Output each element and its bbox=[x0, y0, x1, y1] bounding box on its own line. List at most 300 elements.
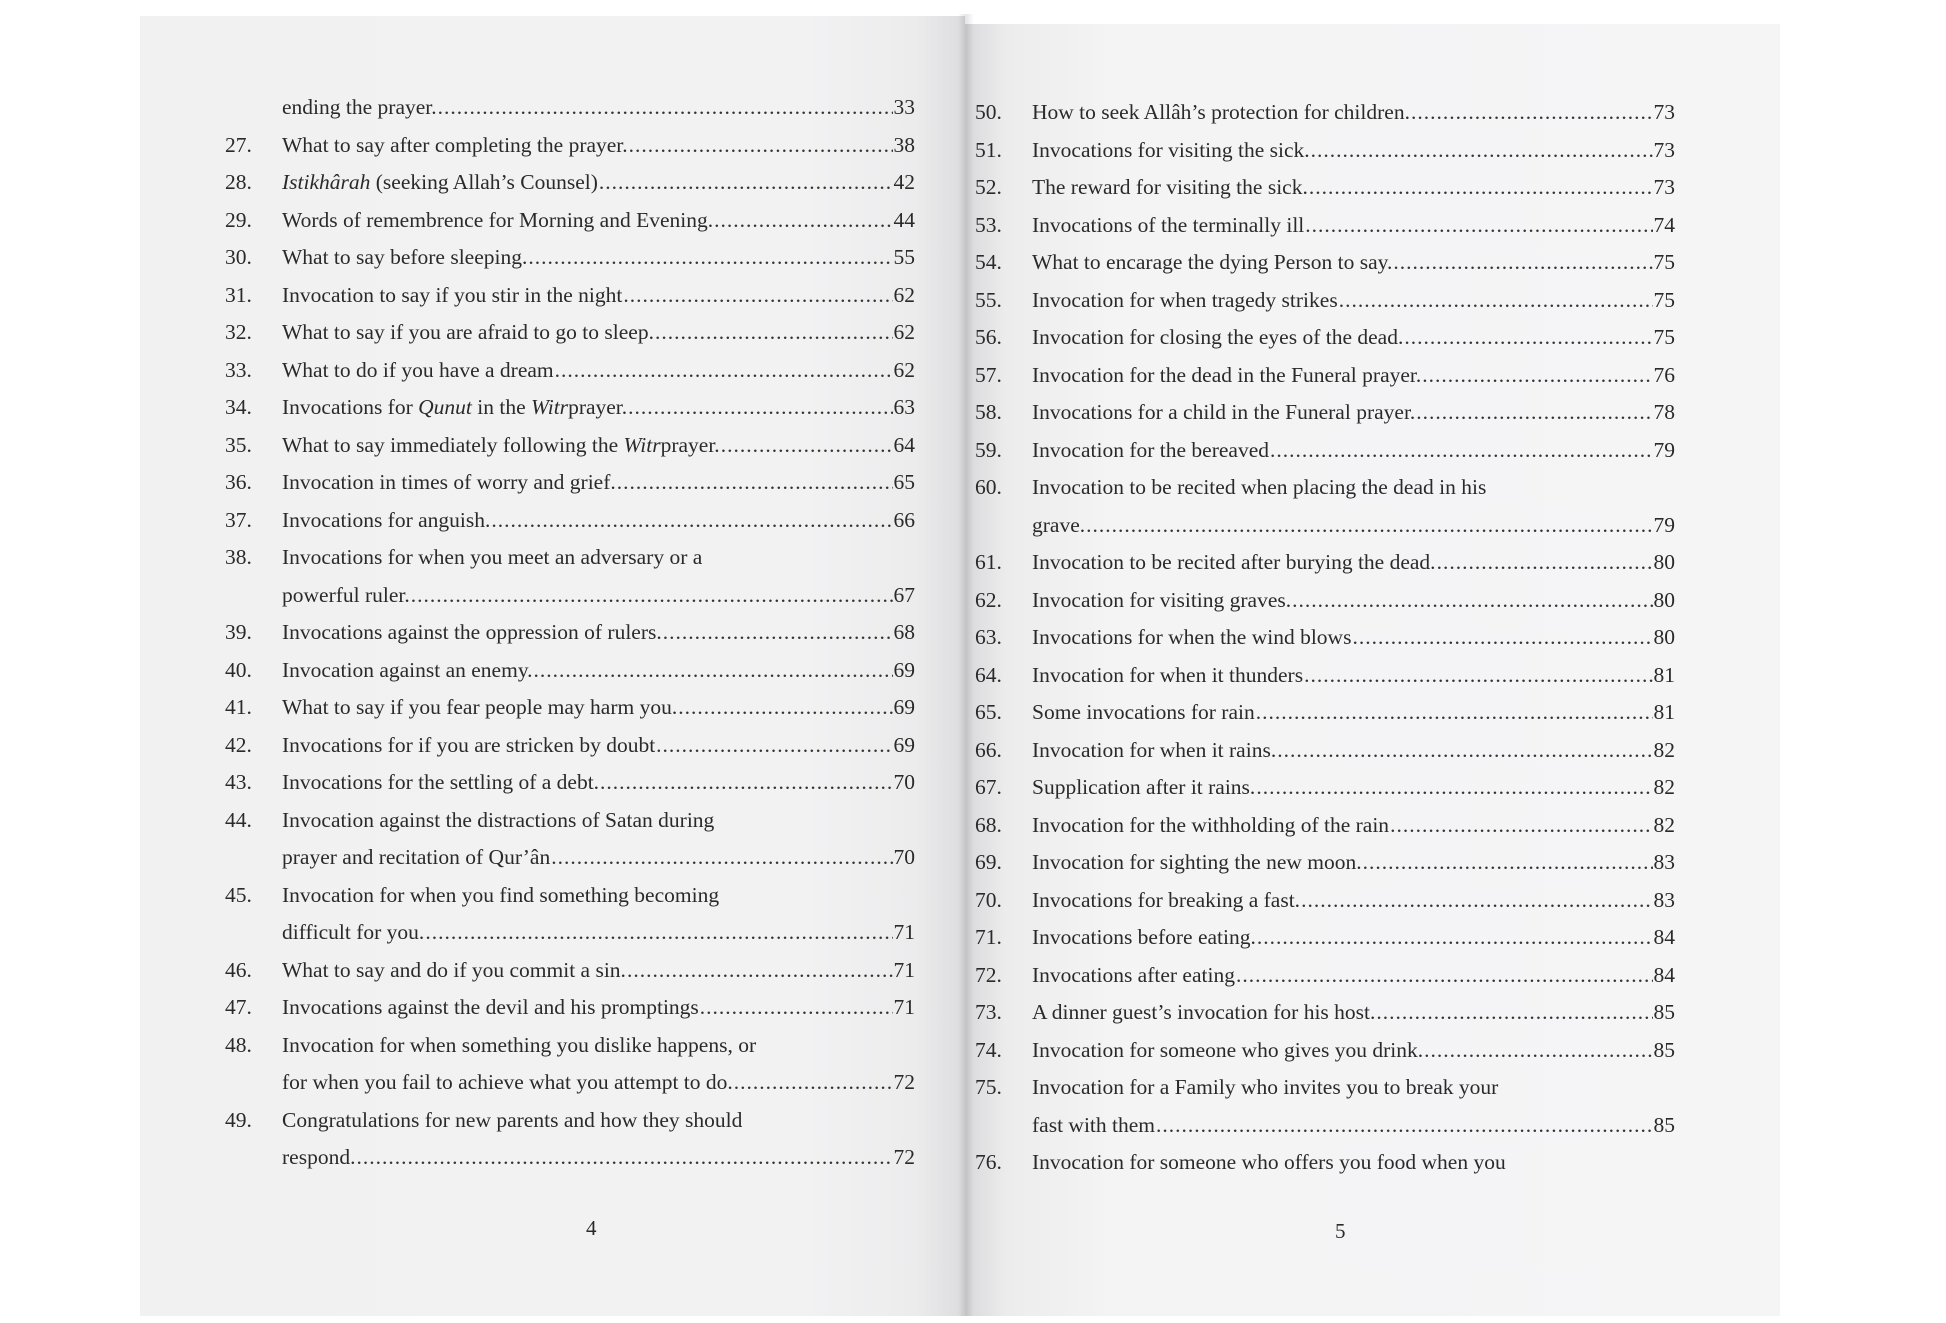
entry-page-number: 73 bbox=[1653, 137, 1675, 162]
entry-page-number: 71 bbox=[893, 920, 915, 944]
entry-body bbox=[1032, 619, 1675, 657]
entry-title-text: Some invocations for rain bbox=[1032, 700, 1255, 724]
entry-body bbox=[282, 802, 915, 877]
entry-title bbox=[282, 464, 616, 502]
entry-title-text: Invocation for when you find something becoming bbox=[282, 882, 720, 907]
entry-title-text: Invocations for the settling of a debt. bbox=[282, 770, 600, 794]
toc-entry bbox=[975, 919, 1675, 957]
entry-number: 40. bbox=[225, 657, 252, 682]
entry-title bbox=[282, 1139, 355, 1177]
entry-body bbox=[282, 689, 915, 727]
toc-entry bbox=[225, 952, 915, 990]
dot-leader bbox=[629, 127, 893, 165]
entry-title-line bbox=[1032, 357, 1675, 395]
entry-title bbox=[1032, 957, 1235, 995]
entry-body bbox=[1032, 169, 1675, 207]
toc-entry bbox=[225, 352, 915, 390]
entry-body bbox=[282, 389, 915, 427]
entry-number: 75. bbox=[975, 1075, 1002, 1099]
entry-page-number: 79 bbox=[1653, 437, 1675, 462]
entry-title-line-1 bbox=[282, 802, 915, 840]
left-page-number: 4 bbox=[586, 1216, 597, 1240]
entry-page-number: 80 bbox=[1653, 625, 1675, 649]
dot-leader bbox=[411, 577, 893, 615]
entry-title-line bbox=[1032, 807, 1675, 845]
entry-number: 73. bbox=[975, 1000, 1002, 1024]
entry-title-text: Words of remembrence for Morning and Evening. bbox=[282, 207, 714, 232]
toc-entry bbox=[975, 207, 1675, 245]
entry-title bbox=[282, 689, 677, 727]
dot-leader bbox=[721, 427, 893, 465]
entry-title bbox=[282, 914, 424, 952]
dot-leader bbox=[1352, 619, 1652, 657]
entry-page-number: 38 bbox=[893, 132, 915, 157]
entry-title-text: for when you fail to achieve what you attempt to do. bbox=[282, 1070, 733, 1094]
entry-body bbox=[1032, 94, 1675, 132]
dot-leader bbox=[628, 389, 892, 427]
entry-number: 62. bbox=[975, 587, 1002, 612]
entry-number: 67. bbox=[975, 775, 1002, 799]
entry-title-line bbox=[282, 89, 915, 127]
dot-leader bbox=[663, 614, 893, 652]
entry-title-text: What to do if you have a dream bbox=[282, 357, 554, 382]
entry-body bbox=[1032, 469, 1675, 544]
toc-entry bbox=[225, 1027, 915, 1102]
entry-title bbox=[1032, 282, 1338, 320]
entry-page-number: 83 bbox=[1653, 850, 1675, 874]
entry-number: 50. bbox=[975, 100, 1002, 124]
entry-body bbox=[1032, 919, 1675, 957]
entry-body bbox=[282, 502, 915, 540]
toc-entry bbox=[975, 319, 1675, 357]
entry-page-number: 70 bbox=[893, 770, 915, 794]
entry-body bbox=[282, 239, 915, 277]
entry-body bbox=[282, 427, 915, 465]
entry-number: 54. bbox=[975, 250, 1002, 274]
entry-title bbox=[1032, 657, 1303, 695]
entry-title bbox=[1032, 769, 1255, 807]
entry-page-number: 70 bbox=[893, 845, 915, 869]
entry-number: 42. bbox=[225, 732, 252, 757]
entry-number: 70. bbox=[975, 887, 1002, 912]
entry-number: 52. bbox=[975, 175, 1002, 199]
entry-title-line bbox=[282, 352, 915, 390]
entry-number bbox=[225, 89, 282, 127]
entry-number: 31. bbox=[225, 282, 252, 307]
entry-title bbox=[282, 952, 626, 990]
entry-title bbox=[1032, 732, 1276, 770]
entry-page-number: 72 bbox=[893, 1070, 915, 1094]
entry-body bbox=[1032, 244, 1675, 282]
entry-title-line bbox=[282, 239, 915, 277]
entry-body bbox=[282, 202, 915, 240]
entry-body bbox=[282, 652, 915, 690]
entry-title-line bbox=[1032, 169, 1675, 207]
dot-leader bbox=[700, 989, 893, 1027]
dot-leader bbox=[1424, 1032, 1652, 1070]
entry-title bbox=[282, 89, 437, 127]
entry-title-text: A dinner guest’s invocation for his host. bbox=[1032, 1000, 1376, 1024]
entry-title-text: Invocation for the withholding of the rain bbox=[1032, 812, 1390, 837]
toc-entry bbox=[225, 1102, 915, 1177]
entry-title bbox=[1032, 319, 1403, 357]
entry-body bbox=[282, 277, 915, 315]
entry-title bbox=[1032, 544, 1436, 582]
entry-number: 48. bbox=[225, 1032, 252, 1057]
dot-leader bbox=[1404, 319, 1652, 357]
entry-number: 43. bbox=[225, 770, 252, 794]
entry-title-line-1 bbox=[1032, 469, 1675, 507]
entry-number: 71. bbox=[975, 925, 1002, 949]
entry-title bbox=[282, 127, 628, 165]
entry-page-number: 33 bbox=[893, 95, 915, 119]
entry-number: 44. bbox=[225, 807, 252, 832]
entry-body bbox=[282, 877, 915, 952]
entry-body bbox=[1032, 394, 1675, 432]
toc-entry bbox=[225, 877, 915, 952]
entry-title-text: Invocation for when it rains. bbox=[1032, 737, 1277, 762]
toc-entry bbox=[225, 614, 915, 652]
entry-number: 29. bbox=[225, 207, 252, 232]
entry-title-line bbox=[282, 989, 915, 1027]
entry-title bbox=[282, 614, 662, 652]
entry-title-line bbox=[1032, 394, 1675, 432]
entry-body bbox=[1032, 769, 1675, 807]
entry-title-text: Invocations after eating bbox=[1032, 962, 1235, 987]
dot-leader bbox=[528, 239, 892, 277]
entry-page-number: 42 bbox=[893, 170, 915, 194]
entry-number: 76. bbox=[975, 1150, 1002, 1174]
dot-leader bbox=[599, 164, 893, 202]
toc-entry bbox=[225, 989, 915, 1027]
entry-number: 66. bbox=[975, 737, 1002, 762]
entry-title bbox=[282, 314, 654, 352]
entry-title-line bbox=[1032, 1107, 1675, 1145]
toc-entry bbox=[975, 469, 1675, 544]
entry-title-line bbox=[1032, 582, 1675, 620]
entry-title-text: Invocations against the devil and his promptings bbox=[282, 995, 699, 1019]
entry-number: 57. bbox=[975, 362, 1002, 387]
entry-page-number: 71 bbox=[893, 957, 915, 982]
entry-title-text: Invocation for when something you dislike happens, or bbox=[282, 1032, 757, 1057]
entry-page-number: 79 bbox=[1653, 512, 1675, 537]
entry-title-text: in the bbox=[471, 395, 532, 419]
entry-body bbox=[1032, 1032, 1675, 1070]
toc-entry bbox=[225, 277, 915, 315]
entry-number: 58. bbox=[975, 400, 1002, 424]
entry-body bbox=[282, 1027, 915, 1102]
toc-entry bbox=[975, 694, 1675, 732]
entry-page-number: 85 bbox=[1653, 1037, 1675, 1062]
entry-title-line bbox=[1032, 882, 1675, 920]
entry-title bbox=[282, 652, 533, 690]
toc-entry bbox=[225, 314, 915, 352]
entry-number: 49. bbox=[225, 1107, 252, 1132]
entry-title-line bbox=[282, 464, 915, 502]
dot-leader bbox=[1311, 132, 1653, 170]
entry-body bbox=[1032, 207, 1675, 245]
entry-page-number: 75 bbox=[1653, 250, 1675, 274]
entry-title-line-1 bbox=[282, 877, 915, 915]
entry-body bbox=[1032, 994, 1675, 1032]
entry-title-text: What to say immediately following the bbox=[282, 432, 624, 457]
entry-title bbox=[1032, 582, 1291, 620]
dot-leader bbox=[623, 277, 892, 315]
entry-page-number: 66 bbox=[893, 507, 915, 532]
entry-number: 34. bbox=[225, 395, 252, 419]
entry-body bbox=[1032, 732, 1675, 770]
entry-page-number: 63 bbox=[893, 395, 915, 419]
dot-leader bbox=[1277, 732, 1652, 770]
entry-number: 38. bbox=[225, 545, 252, 569]
entry-body bbox=[282, 764, 915, 802]
dot-leader bbox=[714, 202, 892, 240]
dot-leader bbox=[1393, 244, 1652, 282]
toc-entry bbox=[975, 994, 1675, 1032]
dot-leader bbox=[1376, 994, 1652, 1032]
dot-leader bbox=[555, 352, 893, 390]
entry-number: 69. bbox=[975, 850, 1002, 874]
dot-leader bbox=[551, 839, 892, 877]
dot-leader bbox=[1257, 919, 1653, 957]
entry-body bbox=[1032, 694, 1675, 732]
entry-title bbox=[282, 989, 699, 1027]
toc-entry bbox=[225, 802, 915, 877]
entry-title-line bbox=[282, 502, 915, 540]
entry-page-number: 55 bbox=[893, 245, 915, 269]
entry-body bbox=[282, 989, 915, 1027]
dot-leader bbox=[1416, 394, 1652, 432]
entry-number: 59. bbox=[975, 437, 1002, 462]
entry-title-text: Invocation for sighting the new moon. bbox=[1032, 850, 1362, 874]
entry-page-number: 69 bbox=[893, 695, 915, 719]
entry-title bbox=[1032, 394, 1415, 432]
entry-number: 72. bbox=[975, 962, 1002, 987]
entry-page-number: 71 bbox=[893, 995, 915, 1019]
dot-leader bbox=[1236, 957, 1653, 995]
dot-leader bbox=[1270, 432, 1653, 470]
entry-title-text: What to say if you are afraid to go to sleep. bbox=[282, 320, 654, 344]
entry-title-text: Invocation for when it thunders bbox=[1032, 662, 1304, 687]
entry-title-line bbox=[282, 277, 915, 315]
entry-title-line bbox=[282, 127, 915, 165]
entry-title-line bbox=[282, 764, 915, 802]
toc-entry bbox=[225, 652, 915, 690]
toc-entry bbox=[225, 689, 915, 727]
entry-title-text: Invocation to be recited when placing the dead in his bbox=[1032, 475, 1487, 499]
toc-entry bbox=[225, 89, 915, 127]
entry-page-number: 62 bbox=[893, 357, 915, 382]
toc-entry bbox=[975, 169, 1675, 207]
entry-page-number: 64 bbox=[893, 432, 915, 457]
entry-page-number: 44 bbox=[893, 207, 915, 232]
entry-page-number: 82 bbox=[1653, 812, 1675, 837]
dot-leader bbox=[1086, 507, 1652, 545]
entry-number: 46. bbox=[225, 957, 252, 982]
entry-title-line-1 bbox=[1032, 1069, 1675, 1107]
entry-title-italic: Istikhârah bbox=[282, 170, 371, 194]
entry-page-number: 82 bbox=[1653, 775, 1675, 799]
entry-title bbox=[282, 389, 627, 427]
entry-title bbox=[1032, 207, 1304, 245]
dot-leader bbox=[438, 89, 893, 127]
entry-number: 74. bbox=[975, 1037, 1002, 1062]
entry-title-line bbox=[282, 914, 915, 952]
entry-title-line bbox=[1032, 919, 1675, 957]
entry-title-italic: Qunut bbox=[418, 395, 472, 419]
entry-number: 55. bbox=[975, 287, 1002, 312]
dot-leader bbox=[1309, 169, 1653, 207]
entry-title-text: What to say and do if you commit a sin. bbox=[282, 957, 626, 982]
entry-page-number: 65 bbox=[893, 470, 915, 494]
entry-title-line bbox=[1032, 619, 1675, 657]
entry-title-line bbox=[282, 1139, 915, 1177]
entry-number: 27. bbox=[225, 132, 252, 157]
entry-page-number: 76 bbox=[1653, 362, 1675, 387]
entry-title-text: Invocation to be recited after burying the dead. bbox=[1032, 550, 1436, 574]
toc-entry bbox=[975, 94, 1675, 132]
entry-page-number: 81 bbox=[1653, 662, 1675, 687]
entry-title-text: Supplication after it rains. bbox=[1032, 775, 1256, 799]
entry-title-text: Invocation for someone who gives you drink. bbox=[1032, 1037, 1424, 1062]
entry-title bbox=[282, 352, 554, 390]
entry-title bbox=[1032, 432, 1269, 470]
entry-title-text: Invocations for breaking a fast. bbox=[1032, 887, 1301, 912]
entry-number: 32. bbox=[225, 320, 252, 344]
entry-title-line bbox=[1032, 244, 1675, 282]
entry-title-text: Invocation against an enemy. bbox=[282, 657, 533, 682]
entry-body bbox=[1032, 132, 1675, 170]
toc-entry bbox=[225, 127, 915, 165]
toc-entry bbox=[975, 844, 1675, 882]
dot-leader bbox=[627, 952, 893, 990]
entry-title bbox=[282, 839, 550, 877]
entry-title-text: Congratulations for new parents and how they should bbox=[282, 1107, 743, 1132]
entry-number: 68. bbox=[975, 812, 1002, 837]
entry-body bbox=[1032, 1069, 1675, 1144]
entry-title bbox=[1032, 807, 1389, 845]
entry-title bbox=[1032, 1107, 1155, 1145]
entry-page-number: 85 bbox=[1653, 1112, 1675, 1137]
entry-title-line bbox=[1032, 94, 1675, 132]
entry-page-number: 83 bbox=[1653, 887, 1675, 912]
entry-title bbox=[1032, 694, 1255, 732]
dot-leader bbox=[1304, 657, 1652, 695]
entry-title bbox=[1032, 844, 1362, 882]
toc-entry bbox=[975, 769, 1675, 807]
entry-title-italic: Witr bbox=[531, 395, 569, 419]
entry-title-text: fast with them bbox=[1032, 1112, 1156, 1137]
entry-title-line-1 bbox=[282, 1027, 915, 1065]
toc-entry bbox=[225, 464, 915, 502]
entry-number: 41. bbox=[225, 695, 252, 719]
entry-body bbox=[282, 614, 915, 652]
entry-number: 35. bbox=[225, 432, 252, 457]
entry-title bbox=[282, 202, 713, 240]
entry-title-text: Invocations before eating. bbox=[1032, 925, 1256, 949]
entry-title bbox=[1032, 882, 1300, 920]
entry-page-number: 84 bbox=[1653, 962, 1675, 987]
dot-leader bbox=[491, 502, 892, 540]
entry-body bbox=[282, 89, 915, 127]
entry-page-number: 62 bbox=[893, 282, 915, 307]
entry-page-number: 67 bbox=[893, 582, 915, 607]
entry-title-line bbox=[1032, 319, 1675, 357]
entry-title-text: prayer. bbox=[568, 395, 628, 419]
entry-body bbox=[1032, 357, 1675, 395]
entry-title-line bbox=[1032, 132, 1675, 170]
entry-body bbox=[1032, 432, 1675, 470]
dot-leader bbox=[656, 727, 892, 765]
entry-body bbox=[282, 1102, 915, 1177]
entry-title-text: Invocations against the oppression of rulers. bbox=[282, 620, 662, 644]
entry-title-text: Invocations for when you meet an adversary or a bbox=[282, 545, 703, 569]
entry-body bbox=[282, 352, 915, 390]
toc-entry bbox=[975, 732, 1675, 770]
entry-number: 63. bbox=[975, 625, 1002, 649]
dot-leader bbox=[600, 764, 892, 802]
entry-title bbox=[282, 164, 598, 202]
entry-title-text: prayer. bbox=[660, 432, 720, 457]
right-contents-list bbox=[975, 94, 1675, 1182]
entry-title-text: (seeking Allah’s Counsel) bbox=[370, 170, 598, 194]
toc-entry bbox=[975, 544, 1675, 582]
dot-leader bbox=[356, 1139, 892, 1177]
entry-number: 64. bbox=[975, 662, 1002, 687]
entry-title bbox=[282, 577, 410, 615]
entry-title-text: Invocation to say if you stir in the night bbox=[282, 282, 623, 307]
toc-entry bbox=[975, 657, 1675, 695]
entry-title-text: Invocation in times of worry and grief. bbox=[282, 470, 616, 494]
entry-number: 33. bbox=[225, 357, 252, 382]
entry-title-line bbox=[282, 164, 915, 202]
entry-title-line bbox=[1032, 844, 1675, 882]
entry-title-line bbox=[282, 727, 915, 765]
entry-page-number: 68 bbox=[893, 620, 915, 644]
entry-title bbox=[1032, 94, 1410, 132]
entry-title-text: How to seek Allâh’s protection for children. bbox=[1032, 100, 1410, 124]
entry-body bbox=[282, 314, 915, 352]
entry-title bbox=[1032, 919, 1256, 957]
entry-title bbox=[282, 727, 655, 765]
book-gutter bbox=[958, 14, 974, 1316]
dot-leader bbox=[655, 314, 893, 352]
entry-page-number: 84 bbox=[1653, 925, 1675, 949]
dot-leader bbox=[1292, 582, 1652, 620]
entry-title-text: Invocation for the dead in the Funeral prayer. bbox=[1032, 362, 1422, 387]
book-spread bbox=[140, 14, 1780, 1314]
entry-title bbox=[1032, 357, 1421, 395]
entry-title bbox=[282, 427, 720, 465]
entry-title bbox=[282, 764, 599, 802]
dot-leader bbox=[1390, 807, 1652, 845]
entry-page-number: 72 bbox=[893, 1145, 915, 1169]
entry-title-line bbox=[1032, 207, 1675, 245]
toc-entry bbox=[975, 1144, 1675, 1182]
dot-leader bbox=[1411, 94, 1653, 132]
entry-title-text: The reward for visiting the sick. bbox=[1032, 175, 1308, 199]
toc-entry bbox=[225, 164, 915, 202]
entry-title bbox=[1032, 1032, 1423, 1070]
entry-title bbox=[282, 277, 622, 315]
entry-page-number: 74 bbox=[1653, 212, 1675, 237]
entry-title-text: Invocation for someone who offers you food when you bbox=[1032, 1150, 1506, 1174]
entry-title-text: Invocations for when the wind blows bbox=[1032, 625, 1352, 649]
entry-title-line bbox=[282, 577, 915, 615]
toc-entry bbox=[975, 582, 1675, 620]
toc-entry bbox=[975, 807, 1675, 845]
entry-page-number: 73 bbox=[1653, 175, 1675, 199]
